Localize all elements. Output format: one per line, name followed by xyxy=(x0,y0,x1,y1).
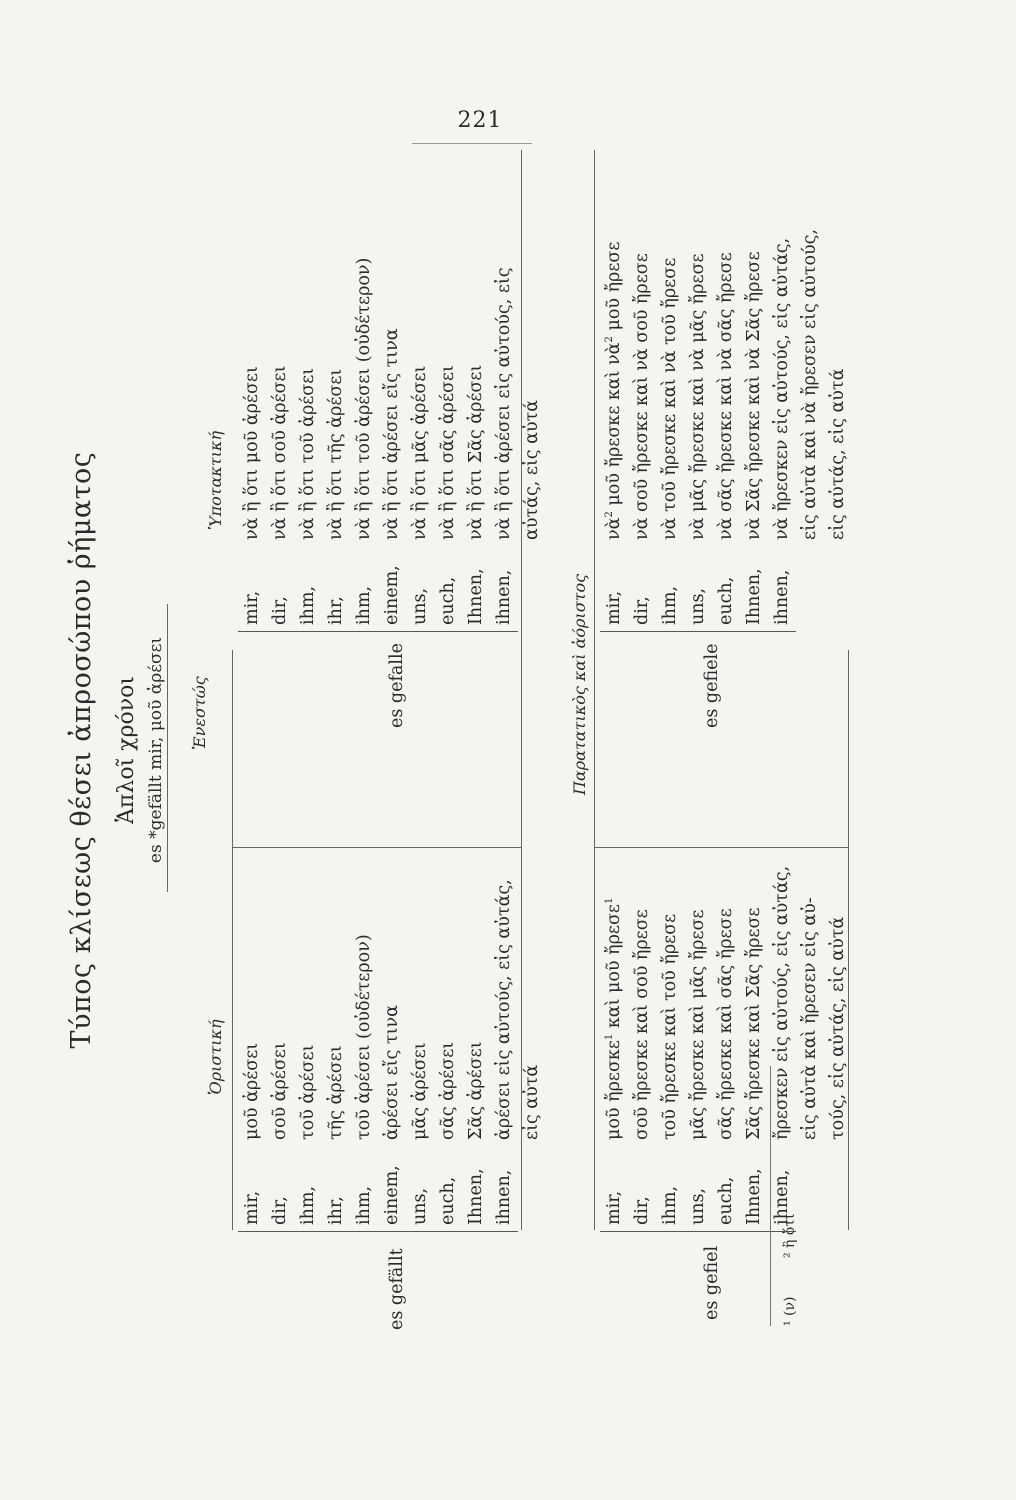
greek-form xyxy=(628,866,656,1140)
greek-form: νὰ ἢ ὅτι μᾶς ἀρέσει xyxy=(410,365,430,540)
subjunctive-greek-column xyxy=(238,258,546,540)
greek-form: τῆς ἀρέσει xyxy=(326,1045,346,1140)
example-sentence: es *gefällt mir, μοῦ ἀρέσει xyxy=(146,636,166,864)
greek-form: σοῦ ἀρέσει xyxy=(270,1042,290,1140)
greek-form xyxy=(628,229,656,540)
greek-form xyxy=(768,229,796,540)
footnote-marker: 1 xyxy=(604,897,616,904)
pronoun: dir, xyxy=(632,1196,652,1225)
pronoun: ihm, xyxy=(354,1185,374,1225)
greek-form xyxy=(684,229,712,540)
text-segment: μοῦ ἤρεσε xyxy=(604,241,624,337)
text-segment: σᾶς ἤρεσκε καὶ σᾶς ἤρεσε xyxy=(716,908,736,1140)
greek-form xyxy=(712,866,740,1140)
pronoun: Ihnen, xyxy=(466,1168,486,1225)
pronoun: einem, xyxy=(382,565,402,625)
greek-form: νὰ ἢ ὅτι σᾶς ἀρέσει xyxy=(438,365,458,540)
past-indicative-pronoun-column xyxy=(600,1168,796,1232)
footnote-rule xyxy=(770,1066,771,1326)
subjunctive-pronoun-column xyxy=(238,565,518,632)
greek-form: νὰ ἢ ὅτι Σᾶς ἀρέσει xyxy=(466,364,486,540)
greek-form: εἰς αὐτά xyxy=(522,1064,542,1140)
greek-form xyxy=(740,866,768,1140)
pronoun: mir, xyxy=(242,1190,262,1225)
text-segment: μοῦ ἤρεσκε καὶ νὰ xyxy=(604,342,624,512)
greek-form: νὰ ἢ ὅτι τῆς ἀρέσει xyxy=(326,368,346,540)
greek-form xyxy=(656,866,684,1140)
greek-form: νὰ ἢ ὅτι ἀρέσει εἴς τινα xyxy=(382,328,402,540)
text-segment: μᾶς ἤρεσκε καὶ μᾶς ἤρεσε xyxy=(688,909,708,1140)
greek-form xyxy=(796,229,824,540)
pronoun: ihm, xyxy=(298,585,318,625)
pronoun: uns, xyxy=(688,587,708,625)
greek-form: μοῦ ἀρέσει xyxy=(242,1042,262,1140)
indicative-pronoun-column xyxy=(238,1165,518,1232)
greek-form: νὰ ἢ ὅτι ἀρέσει εἰς αὐτούς, εἰς xyxy=(494,267,514,540)
greek-form: τοῦ ἀρέσει xyxy=(298,1044,318,1140)
subjunctive-label: Ὑποτακτική xyxy=(206,430,225,530)
greek-form xyxy=(600,866,628,1140)
text-segment: σοῦ ἤρεσκε καὶ σοῦ ἤρεσε xyxy=(632,909,652,1140)
pronoun: ihnen, xyxy=(494,1169,514,1225)
greek-form: ἀρέσει εἴς τινα xyxy=(382,1005,402,1140)
greek-form: σᾶς ἀρέσει xyxy=(438,1041,458,1140)
present-tense-label: Ἐνεστώς xyxy=(190,676,209,750)
pronoun: uns, xyxy=(410,1187,430,1225)
page-title: Τύπος κλίσεως θέσει ἀπροσώπου ῥήματος xyxy=(66,451,97,1049)
pronoun: ihnen, xyxy=(494,569,514,625)
text-segment: νὰ Σᾶς ἤρεσκε καὶ νὰ Σᾶς ἤρεσε xyxy=(744,251,764,540)
text-segment: καὶ μοῦ ἤρεσε xyxy=(604,904,624,1034)
pronoun: ihnen, xyxy=(772,1169,792,1225)
example-underline xyxy=(167,604,168,892)
greek-form: μᾶς ἀρέσει xyxy=(410,1042,430,1140)
footnote-marker: 2 xyxy=(604,336,616,343)
rotated-page-content xyxy=(50,140,848,1360)
text-segment: μοῦ ἤρεσκε xyxy=(604,1040,624,1140)
past-bottom-rule xyxy=(848,650,849,1230)
text-segment: νὰ τοῦ ἤρεσκε καὶ νὰ τοῦ ἤρεσε xyxy=(660,257,680,540)
pronoun: ihr, xyxy=(326,596,346,625)
indicative-verb-past: es gefiel xyxy=(702,1245,722,1320)
present-top-rule xyxy=(232,650,233,1230)
past-top-rule xyxy=(594,150,595,1230)
pronoun: dir, xyxy=(270,1196,290,1225)
pronoun: dir, xyxy=(632,596,652,625)
past-divider xyxy=(594,847,848,848)
text-segment: εἰς αὐτάς, εἰς αὐτά xyxy=(828,368,848,540)
greek-form: νὰ ἢ ὅτι τοῦ ἀρέσει (οὐδέτερον) xyxy=(354,257,374,540)
greek-form xyxy=(740,229,768,540)
text-segment: ἤρεσκεν εἰς αὐτούς, εἰς αὐτάς, xyxy=(772,865,792,1140)
text-segment: νὰ ἤρεσκεν εἰς αὐτούς, εἰς αὐτάς, xyxy=(772,237,792,540)
pronoun: ihm, xyxy=(354,585,374,625)
pronoun: dir, xyxy=(270,596,290,625)
pronoun: uns, xyxy=(688,1187,708,1225)
text-segment: νὰ σᾶς ἤρεσκε καὶ νὰ σᾶς ἤρεσε xyxy=(716,252,736,540)
greek-form: νὰ ἢ ὅτι τοῦ ἀρέσει xyxy=(298,367,318,540)
greek-form xyxy=(684,866,712,1140)
present-bottom-rule xyxy=(521,150,522,1230)
past-subjunctive-greek-column xyxy=(600,229,852,540)
pronoun: ihm, xyxy=(660,1185,680,1225)
text-segment: Σᾶς ἤρεσκε καὶ Σᾶς ἤρεσε xyxy=(744,907,764,1140)
pronoun: ihm, xyxy=(660,585,680,625)
footnotes xyxy=(782,1179,798,1326)
pronoun: euch, xyxy=(716,576,736,625)
pronoun: Ihnen, xyxy=(744,1168,764,1225)
greek-form: ἀρέσει εἰς αὐτούς, εἰς αὐτάς, xyxy=(494,879,514,1140)
text-segment: εἰς αὐτὰ καὶ νὰ ἤρεσεν εἰς αὐτούς, xyxy=(800,228,820,540)
past-tense-block xyxy=(570,140,850,1360)
text-segment: νὰ xyxy=(604,517,624,540)
pronoun: Ihnen, xyxy=(744,568,764,625)
greek-form xyxy=(768,866,796,1140)
pronoun: euch, xyxy=(438,576,458,625)
past-tense-label: Παρατατικὸς καὶ ἀόριστος xyxy=(570,573,589,795)
greek-form: νὰ ἢ ὅτι μοῦ ἀρέσει xyxy=(242,366,262,540)
text-segment: νὰ σοῦ ἤρεσκε καὶ νὰ σοῦ ἤρεσε xyxy=(632,253,652,540)
pronoun: mir, xyxy=(604,590,624,625)
footnote-marker: 1 xyxy=(604,1033,616,1041)
text-segment: τοῦ ἤρεσκε καὶ τοῦ ἤρεσε xyxy=(660,913,680,1140)
greek-form xyxy=(796,866,824,1140)
present-tense-block xyxy=(180,140,560,1360)
greek-form xyxy=(824,229,852,540)
pronoun: Ihnen, xyxy=(466,568,486,625)
greek-form xyxy=(600,229,628,540)
past-subjunctive-pronoun-column xyxy=(600,568,796,632)
present-divider xyxy=(232,847,522,848)
pronoun: mir, xyxy=(242,590,262,625)
indicative-greek-column xyxy=(238,879,546,1140)
page-number: 221 xyxy=(457,108,503,133)
pronoun: uns, xyxy=(410,587,430,625)
indicative-label: Ὁριστική xyxy=(206,1019,225,1095)
greek-form: τοῦ ἀρέσει (οὐδέτερον) xyxy=(354,934,374,1140)
pronoun: euch, xyxy=(438,1176,458,1225)
footnote-marker: 2 xyxy=(604,511,616,518)
pronoun: euch, xyxy=(716,1176,736,1225)
greek-form: νὰ ἢ ὅτι σοῦ ἀρέσει xyxy=(270,365,290,540)
pronoun: mir, xyxy=(604,1190,624,1225)
greek-form: αὐτάς, εἰς αὐτά xyxy=(522,399,542,540)
greek-form: Σᾶς ἀρέσει xyxy=(466,1041,486,1140)
greek-form xyxy=(656,229,684,540)
footnote-1: ¹ (ν) xyxy=(782,1296,798,1326)
subjunctive-verb-past: es gefiele xyxy=(702,643,722,728)
text-segment: εἰς αὐτὰ καὶ ἤρεσεν εἰς αὐ- xyxy=(800,897,820,1140)
pronoun: einem, xyxy=(382,1165,402,1225)
pronoun: ihm, xyxy=(298,1185,318,1225)
pronoun: ihr, xyxy=(326,1196,346,1225)
text-segment: τούς, εἰς αὐτάς, εἰς αὐτά xyxy=(828,916,848,1140)
section-subtitle: Ἁπλοῖ χρόνοι xyxy=(114,676,139,824)
text-segment: νὰ μᾶς ἤρεσκε καὶ νὰ μᾶς ἤρεσε xyxy=(688,253,708,540)
pronoun: ihnen, xyxy=(772,569,792,625)
past-indicative-greek-column xyxy=(600,866,852,1140)
greek-form xyxy=(712,229,740,540)
indicative-verb-present: es gefällt xyxy=(387,1248,407,1330)
footnote-2: ² ἢ ὅτι xyxy=(782,1213,798,1259)
subjunctive-verb-present: es gefalle xyxy=(387,643,407,728)
